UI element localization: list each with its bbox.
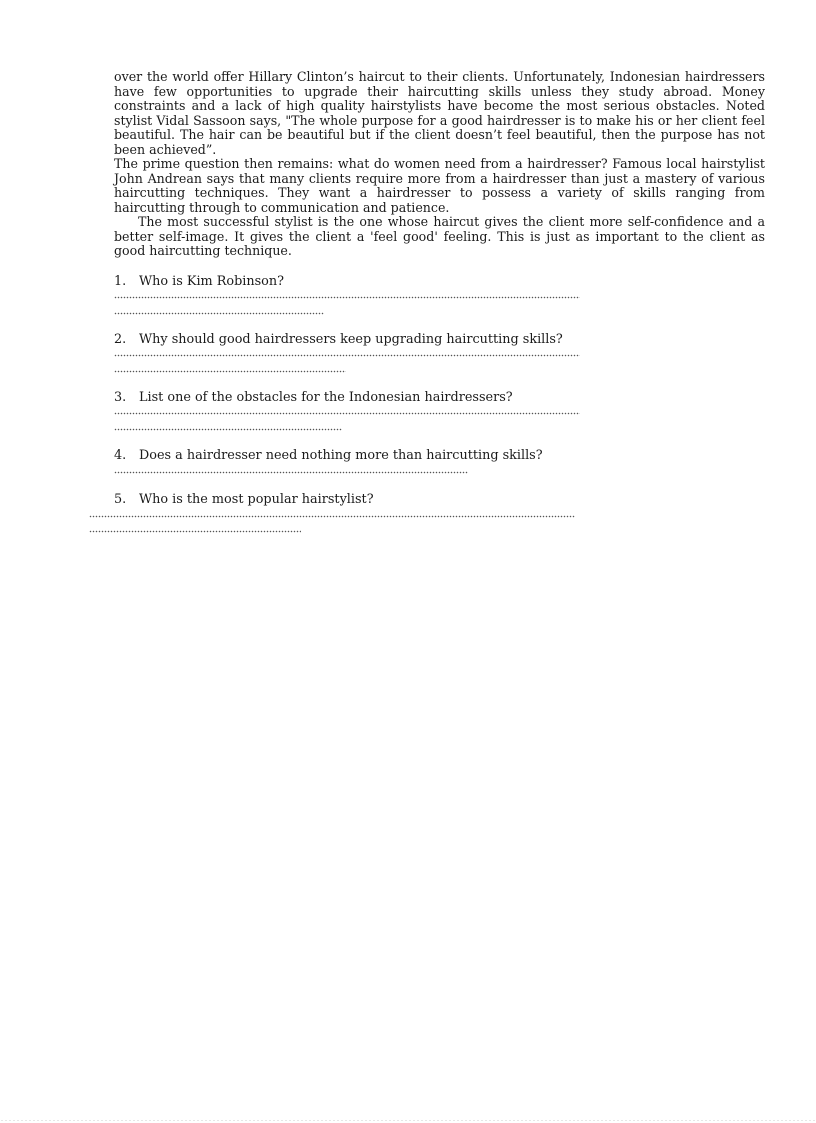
question-text: Who is the most popular hairstylist? (139, 492, 374, 507)
question-number: 1. (114, 274, 127, 289)
question-text: Who is Kim Robinson? (139, 274, 284, 289)
page-edge-divider (0, 1120, 816, 1121)
answer-line-5b[interactable] (89, 530, 301, 533)
question-2 (114, 332, 563, 347)
answer-line-2b[interactable] (114, 370, 346, 373)
passage-paragraph-1: over the world offer Hillary Clinton’s haircut to their clients. Unfortunately, Indonesian hairdressers have few opportunities to upgrade their haircutting skills unless they study abroad. Money constraints and a lack of high quality hairstylists have become the most serious obstacles. Noted stylist Vidal Sassoon says, "The whole purpose for a good hairdresser is to make his or her client feel beautiful. The hair can be beautiful but if the client doesn’t feel beautiful, then the purpose has not been achieved”. (114, 69, 765, 157)
question-1 (114, 274, 284, 289)
answer-line-1b[interactable] (114, 312, 324, 315)
question-5 (114, 492, 374, 507)
answer-line-3a[interactable] (114, 412, 580, 415)
question-number: 3. (114, 390, 127, 405)
question-text: List one of the obstacles for the Indonesian hairdressers? (139, 390, 513, 405)
answer-line-5a[interactable] (89, 515, 575, 518)
question-number: 5. (114, 492, 127, 507)
answer-line-2a[interactable] (114, 354, 580, 357)
question-number: 4. (114, 448, 127, 463)
answer-line-1a[interactable] (114, 296, 580, 299)
question-text: Why should good hairdressers keep upgrading haircutting skills? (139, 332, 563, 347)
answer-line-3b[interactable] (114, 428, 342, 431)
question-3 (114, 390, 513, 405)
passage-paragraph-3: The most successful stylist is the one whose haircut gives the client more self-confidence and a better self-image. It gives the client a 'feel good' feeling. This is just as important to the client as good haircutting technique. (114, 214, 765, 258)
question-number: 2. (114, 332, 127, 347)
question-text: Does a hairdresser need nothing more than haircutting skills? (139, 448, 543, 463)
question-4 (114, 448, 543, 463)
passage-paragraph-2: The prime question then remains: what do women need from a hairdresser? Famous local hairstylist John Andrean says that many clients require more from a hairdresser than just a mastery of various haircutting techniques. They want a hairdresser to possess a variety of skills ranging from haircutting through to communication and patience. (114, 156, 765, 215)
answer-line-4a[interactable] (114, 471, 468, 474)
